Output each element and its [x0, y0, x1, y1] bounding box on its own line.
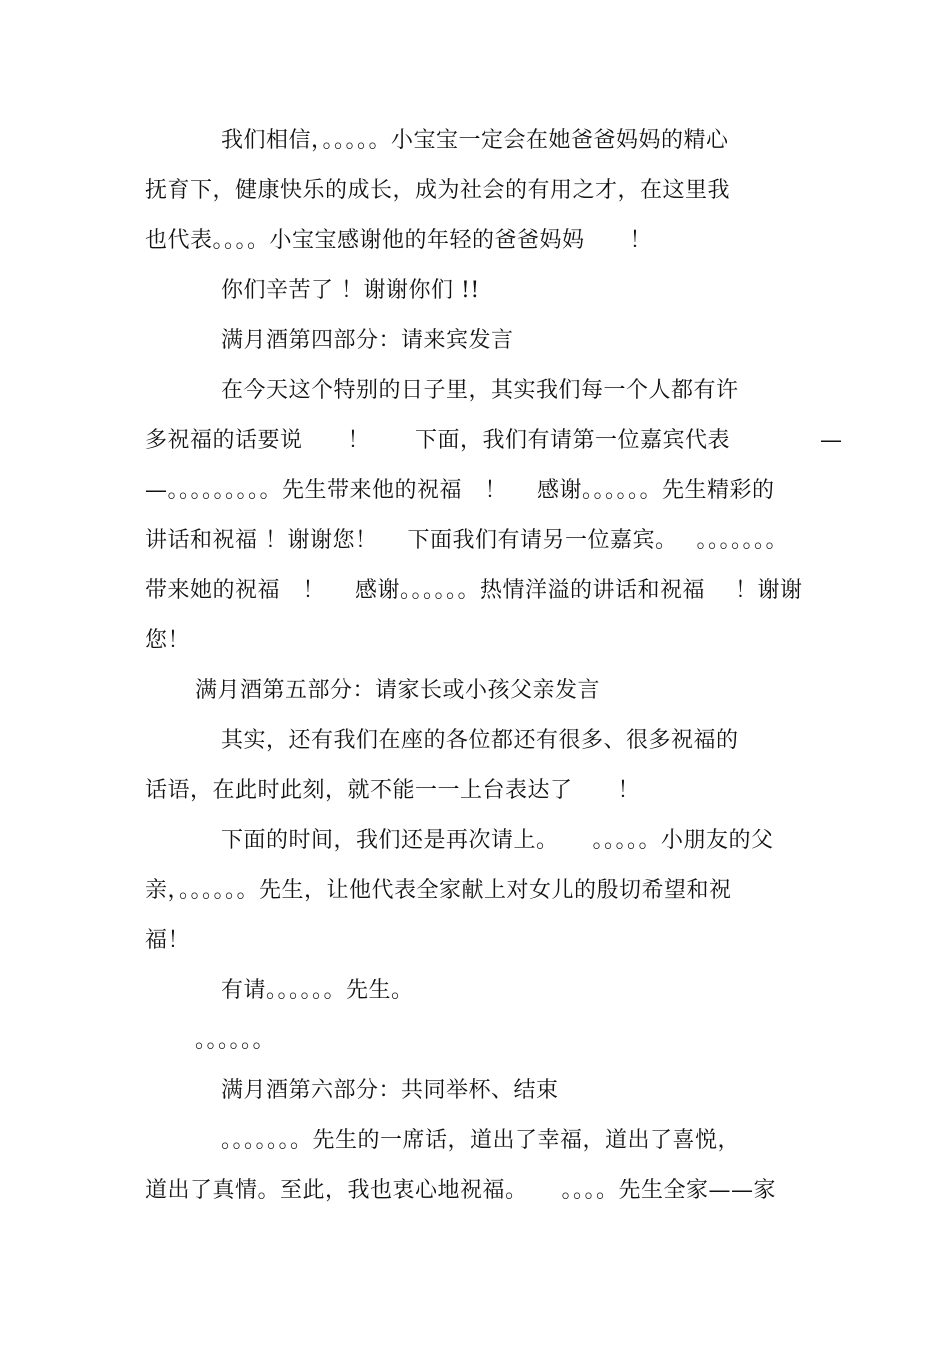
- paragraph-line: 带来她的祝福 ！ 感谢。。。。。。热情洋溢的讲话和祝福 ！谢谢: [145, 578, 803, 603]
- paragraph-line: 。。。。。。: [195, 1028, 276, 1053]
- paragraph-line: —。。。。。。。。。先生带来他的祝福 ！ 感谢。。。。。。先生精彩的: [145, 478, 775, 503]
- paragraph-line: 亲，。。。。。。先生，让他代表全家献上对女儿的殷切希望和祝: [145, 878, 732, 903]
- section-heading: 满月酒第六部分：共同举杯、结束: [221, 1078, 559, 1103]
- paragraph-line: 。。。。。。。先生的一席话，道出了幸福，道出了喜悦，: [221, 1128, 741, 1153]
- paragraph-line: 我们相信，。。。。。小宝宝一定会在她爸爸妈妈的精心: [221, 128, 729, 153]
- paragraph-line: 抚育下，健康快乐的成长，成为社会的有用之才，在这里我: [145, 178, 731, 203]
- section-heading: 满月酒第五部分：请家长或小孩父亲发言: [195, 678, 601, 703]
- paragraph-line: 有请。。。。。。先生。: [221, 978, 414, 1003]
- paragraph-line: 在今天这个特别的日子里，其实我们每一个人都有许: [221, 378, 739, 403]
- paragraph-line: 其实，还有我们在座的各位都还有很多、很多祝福的: [221, 728, 739, 753]
- paragraph-line: 下面的时间，我们还是再次请上。 。。。。。小朋友的父: [221, 828, 774, 853]
- paragraph-line: 您！: [145, 628, 191, 653]
- paragraph-line: 福！: [145, 928, 191, 953]
- paragraph-line: 也代表。。。。小宝宝感谢他的年轻的爸爸妈妈 ！: [145, 228, 653, 253]
- paragraph-line: 多祝福的话要说 ！ 下面，我们有请第一位嘉宾代表 —: [145, 428, 843, 453]
- paragraph-line: 话语，在此时此刻，就不能一一上台表达了 ！: [145, 778, 641, 803]
- paragraph-line: 道出了真情。至此，我也衷心地祝福。 。。。。先生全家——家: [145, 1178, 777, 1203]
- paragraph-line: 讲话和祝福 ！谢谢您！ 下面我们有请另一位嘉宾。 。。。。。。。: [145, 528, 788, 553]
- section-heading: 满月酒第四部分：请来宾发言: [221, 328, 514, 353]
- paragraph-line: 你们辛苦了 ！谢谢你们 !!: [221, 278, 480, 303]
